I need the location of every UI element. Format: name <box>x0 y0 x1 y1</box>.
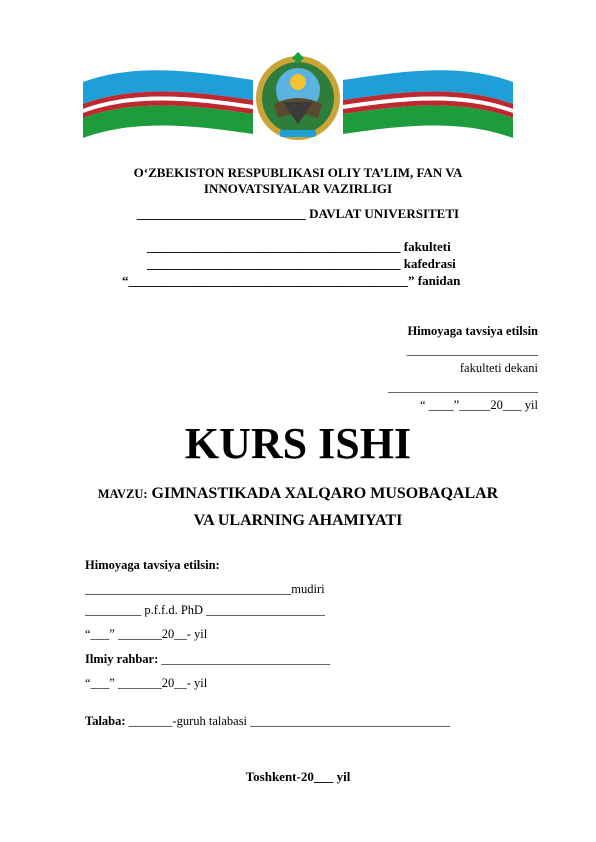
supervisor-row <box>85 652 330 667</box>
date-line-1: “___” _______20__- yil <box>85 627 208 641</box>
uzbekistan-emblem-banner <box>78 52 518 147</box>
department-line: _______________________________________ kafedrasi <box>147 256 456 271</box>
recommend-title: Himoyaga tavsiya etilsin: <box>85 558 220 572</box>
faculty-line: _______________________________________ fakulteti <box>147 239 451 254</box>
emblem-graphic <box>78 52 518 147</box>
student-label: Talaba: <box>85 714 126 728</box>
approval-date: “ ____”_____20___ yil <box>419 398 538 412</box>
student-row <box>85 714 450 729</box>
document-title: KURS ISHI <box>184 419 412 468</box>
phd-line: _________ p.f.f.d. PhD ___________________ <box>85 603 325 617</box>
city-year: Toshkent-20___ yil <box>245 769 351 784</box>
ministry-title-line1: O‘ZBEKISTON RESPUBLIKASI OLIY TA’LIM, FAN VA <box>133 165 463 180</box>
topic-title-2: VA ULARNING AHAMIYATI <box>193 512 403 529</box>
department-head-line: _________________________________mudiri <box>85 582 325 596</box>
subject-line: “___________________________________________” fanidan <box>122 273 461 288</box>
student-line: _______-guruh talabasi ________________________________ <box>125 714 451 728</box>
topic-label: MAVZU: <box>97 487 148 501</box>
supervisor-label: Ilmiy rahbar: <box>85 652 159 666</box>
supervisor-line: ___________________________ <box>158 652 331 666</box>
topic-title-1: GIMNASTIKADA XALQARO MUSOBAQALAR <box>151 485 499 502</box>
approval-title: Himoyaga tavsiya etilsin <box>407 324 538 338</box>
dean-signature-line: ________________________ <box>388 380 538 394</box>
ministry-title-line2: INNOVATSIYALAR VAZIRLIGI <box>203 181 393 196</box>
university-line: __________________________ DAVLAT UNIVERSITETI <box>136 206 460 221</box>
topic-line1 <box>0 485 596 503</box>
approval-signature-line: _____________________ <box>406 343 538 357</box>
dean-label: fakulteti dekani <box>459 361 538 375</box>
date-line-2: “___” _______20__- yil <box>85 676 208 690</box>
